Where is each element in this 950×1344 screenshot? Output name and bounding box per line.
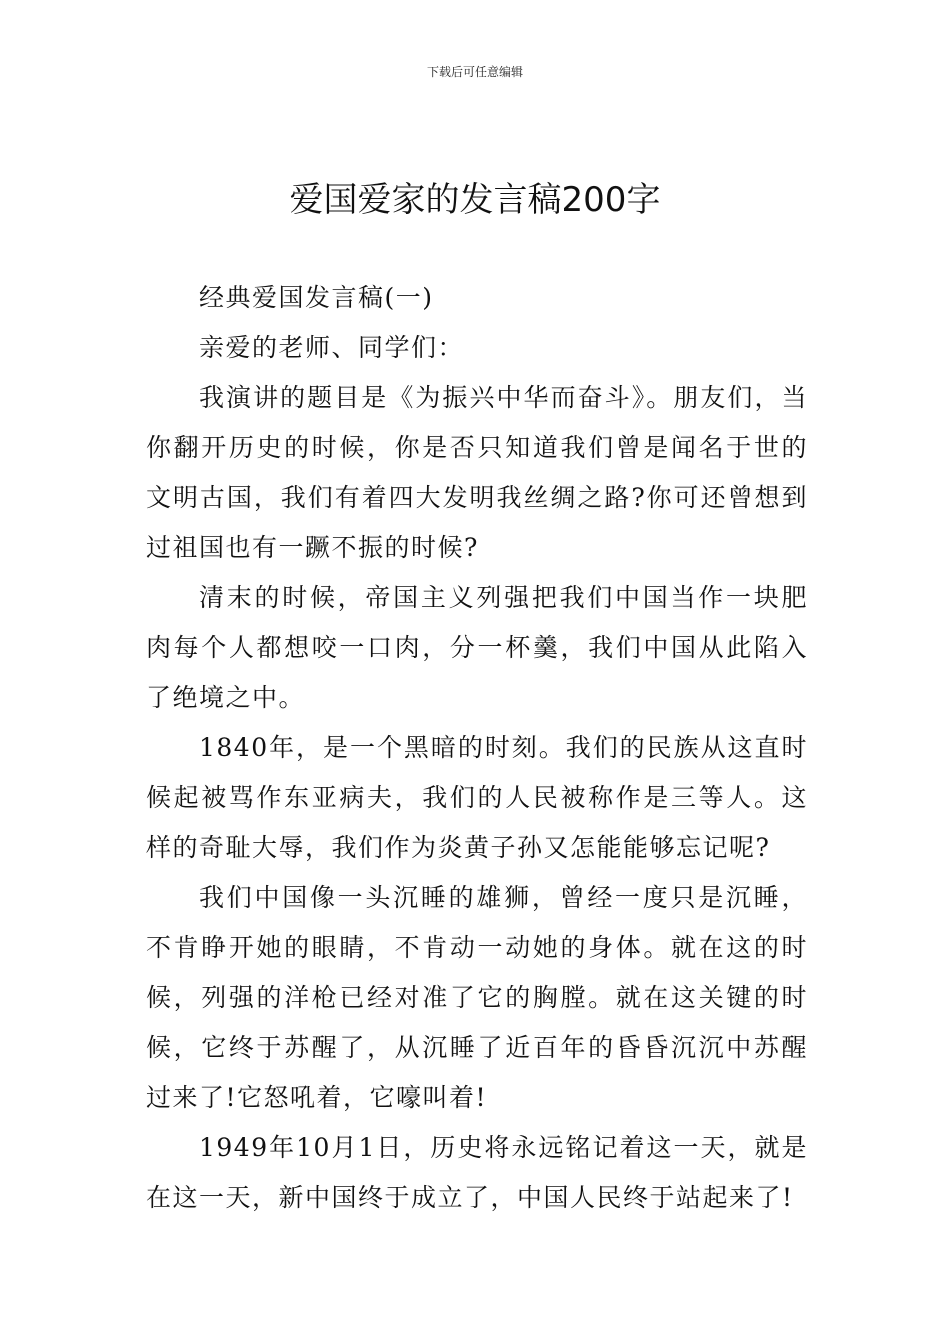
body-paragraph: 我演讲的题目是《为振兴中华而奋斗》。朋友们，当你翻开历史的时候，你是否只知道我们曾是闻名于世的文明古国，我们有着四大发明我丝绸之路?你可还曾想到过祖国也有一蹶不振的时候? — [146, 383, 808, 562]
body-paragraph: 我们中国像一头沉睡的雄狮，曾经一度只是沉睡，不肯睁开她的眼睛，不肯动一动她的身体。就在这的时候，列强的洋枪已经对准了它的胸膛。就在这关键的时候，它终于苏醒了，从沉睡了近百年的昏昏沉沉中苏醒过来了!它怒吼着，它嚎叫着! — [146, 883, 808, 1112]
body-paragraph: 1840年，是一个黑暗的时刻。我们的民族从这直时候起被骂作东亚病夫，我们的人民被称作是三等人。这样的奇耻大辱，我们作为炎黄子孙又怎能能够忘记呢? — [146, 733, 808, 862]
header-note: 下载后可任意编辑 — [426, 65, 523, 79]
document-title: 爱国爱家的发言稿200字 — [289, 180, 661, 220]
section-heading: 经典爱国发言稿(一) — [199, 283, 434, 312]
body-paragraph: 清末的时候，帝国主义列强把我们中国当作一块肥肉每个人都想咬一口肉，分一杯羹，我们中国从此陷入了绝境之中。 — [146, 583, 808, 712]
document-body — [146, 273, 808, 1223]
salutation: 亲爱的老师、同学们： — [199, 333, 465, 362]
body-paragraph: 1949年10月1日，历史将永远铭记着这一天，就是在这一天，新中国终于成立了，中国人民终于站起来了! — [146, 1133, 808, 1212]
